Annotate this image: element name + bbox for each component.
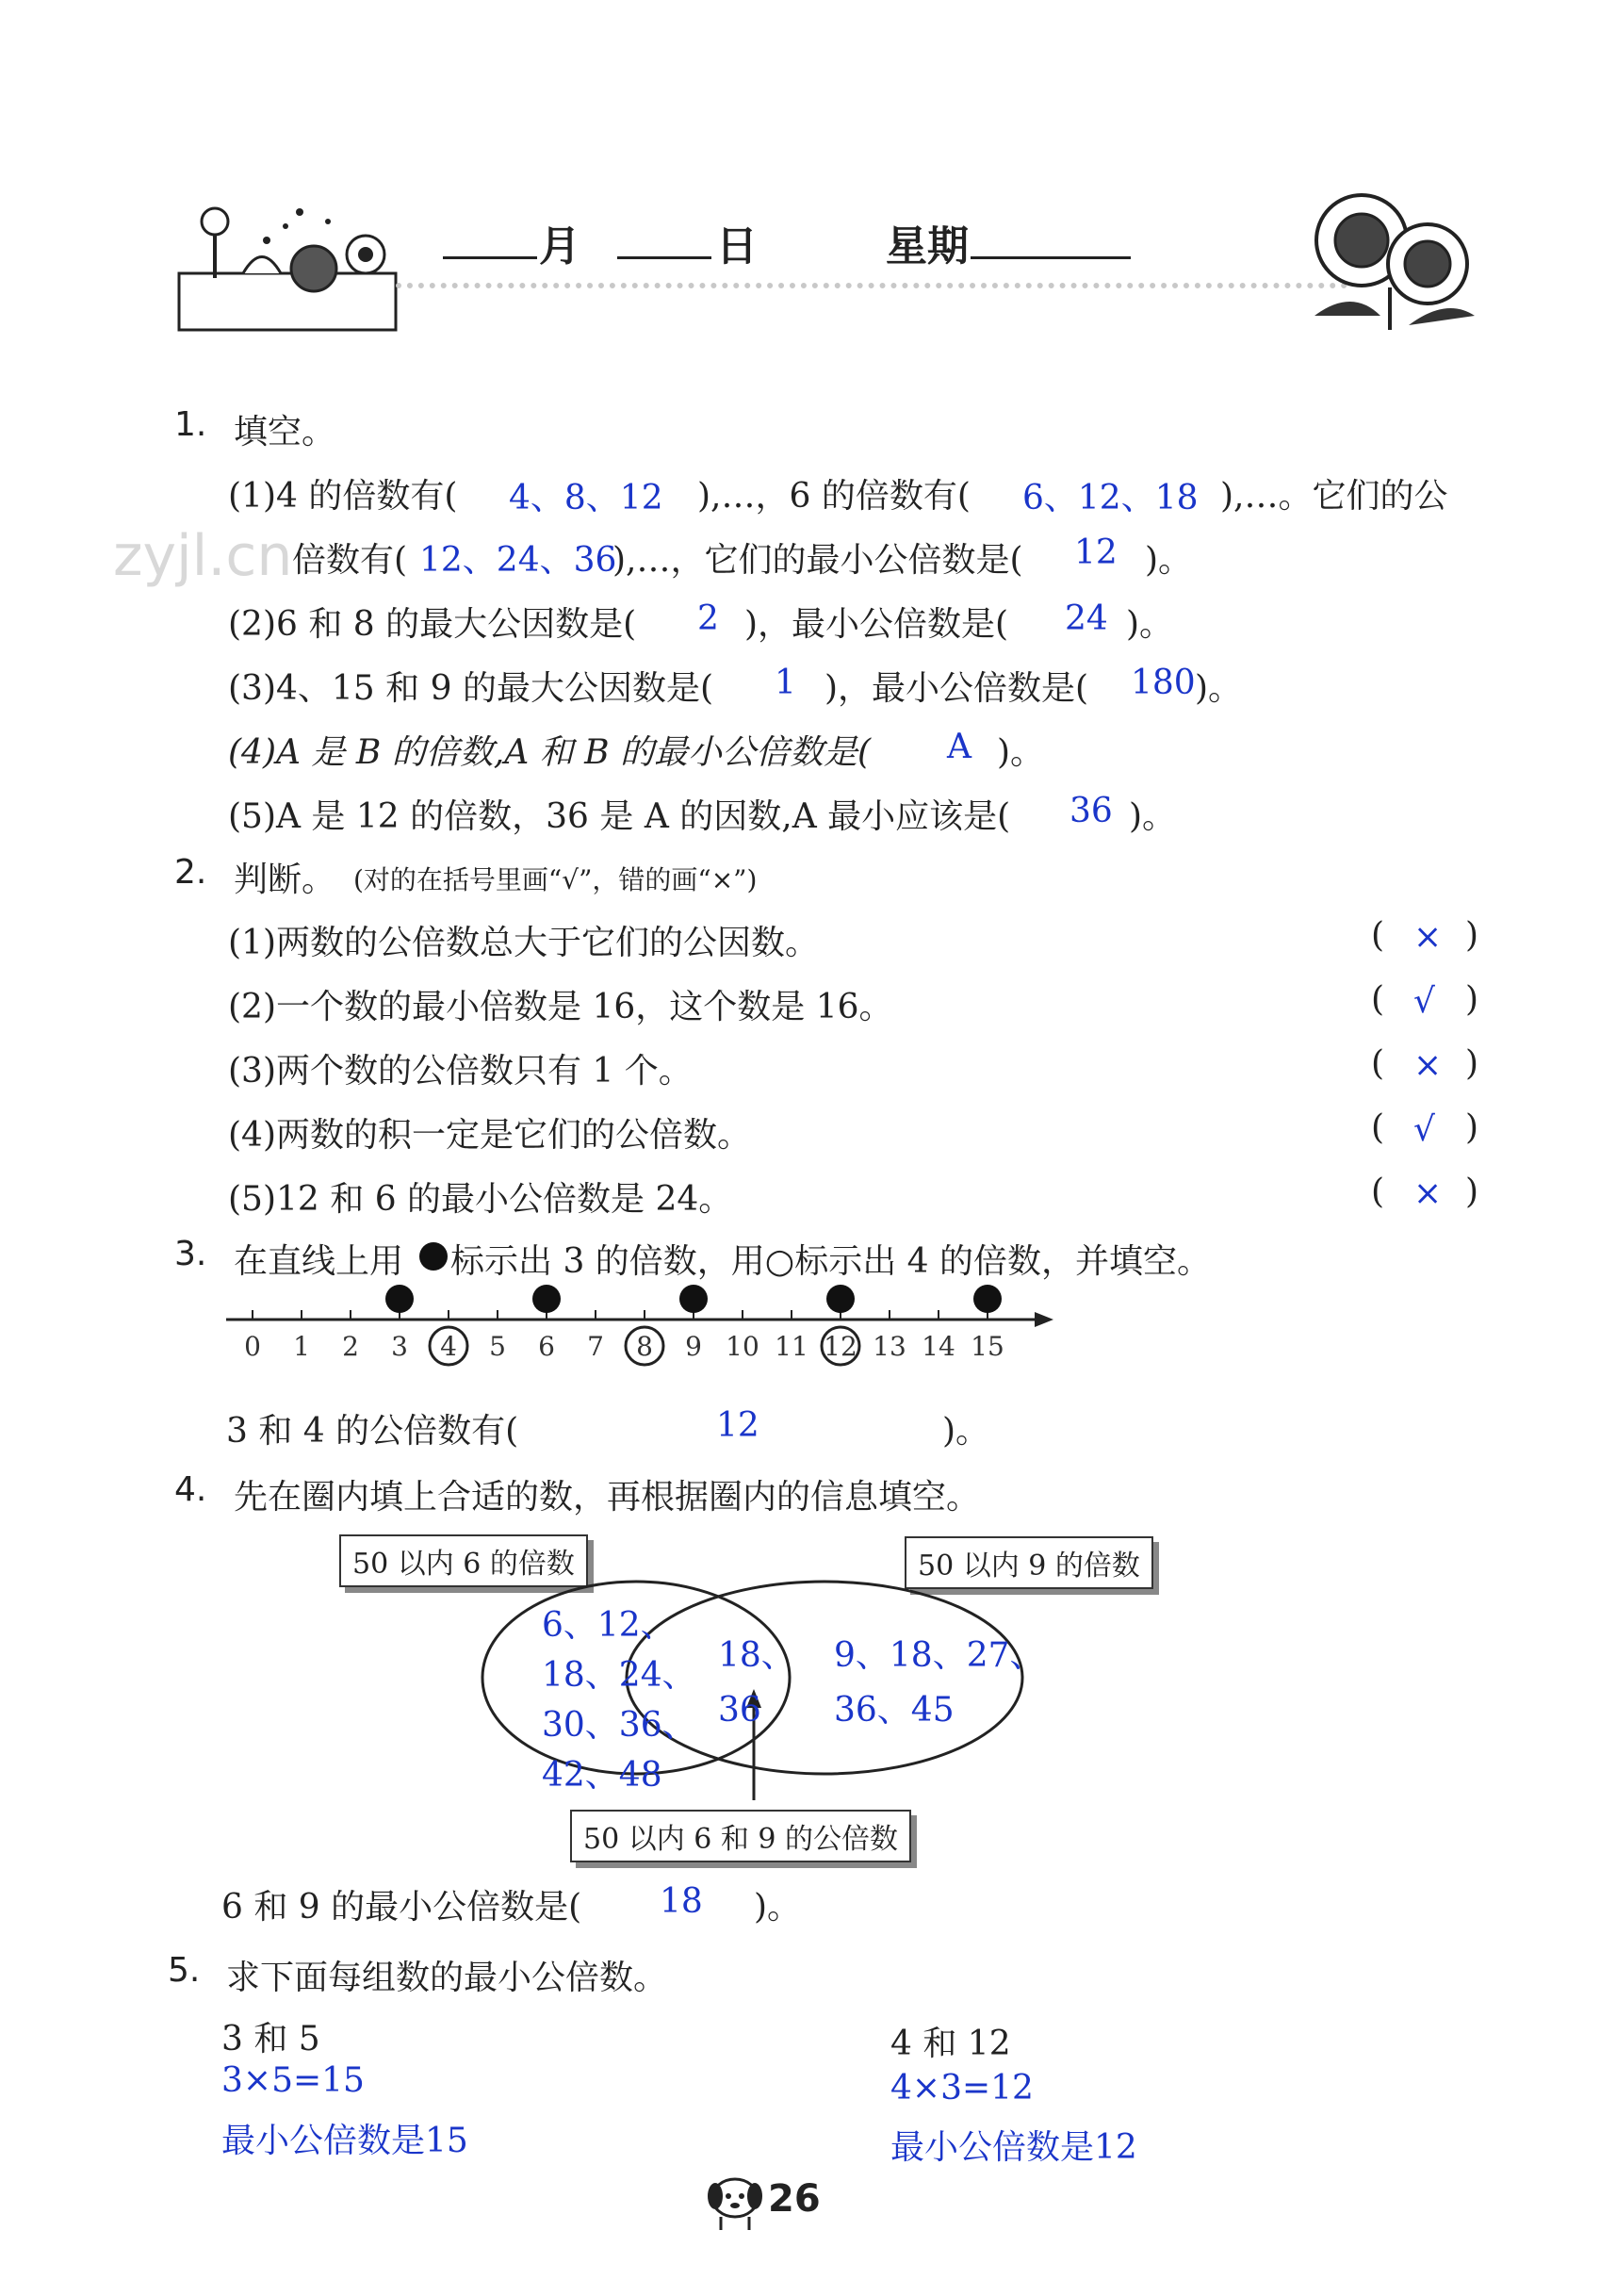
q2-item-5-paren-close: ): [1465, 1173, 1479, 1211]
venn-middle-line: 36: [718, 1691, 761, 1730]
q3-fill-text-a: 3 和 4 的公倍数有(: [226, 1412, 519, 1451]
tick-label: 3: [391, 1331, 408, 1362]
venn-middle-values: [718, 1629, 795, 1738]
q1-p4-text-a: (4)A 是 B 的倍数,A 和 B 的最小公倍数是(: [228, 733, 872, 772]
q1-p5-answer: 36: [1069, 792, 1113, 830]
q5-right-label: 4 和 12: [890, 2025, 1011, 2063]
tick-label: 7: [587, 1331, 604, 1362]
q2-item-2-text: (2)一个数的最小倍数是 16，这个数是 16。: [228, 988, 893, 1026]
q1-p1-text-a: (1)4 的倍数有(: [228, 477, 458, 516]
q1-p3-text-b: )，最小公倍数是(: [824, 669, 1089, 708]
q2-item-4-paren-close: ): [1465, 1108, 1479, 1147]
venn-label-bottom: 50 以内 6 和 9 的公倍数: [570, 1810, 911, 1862]
q1-p2-answer-b: 24: [1065, 599, 1108, 638]
q2-item-1-paren-close: ): [1465, 916, 1479, 955]
q2-item-3-answer: ×: [1413, 1046, 1443, 1085]
q5-number: 5.: [168, 1951, 201, 1990]
venn-middle-line: 18、: [718, 1636, 795, 1675]
tick-label: 5: [489, 1331, 506, 1362]
q1-p2-text-c: )。: [1126, 605, 1174, 644]
tick-label: 12: [824, 1331, 857, 1362]
q4-fill-text-b: )。: [754, 1888, 802, 1927]
q2-item-4-paren-open: (: [1371, 1108, 1385, 1147]
q4-number: 4.: [174, 1470, 207, 1509]
tick-label: 4: [440, 1331, 457, 1362]
q1-p1-text-f: )。: [1145, 541, 1193, 580]
header-left-flower-illustration: [177, 184, 403, 338]
footer-puppy-icon: [702, 2168, 768, 2238]
month-label: 月: [539, 222, 580, 271]
q2-title: 判断。: [234, 861, 336, 899]
tick-label: 13: [873, 1331, 906, 1362]
q3-title-b: 标示出 3 的倍数，用○标示出 4 的倍数，并填空。: [450, 1242, 1211, 1281]
q5-title: 求下面每组数的最小公倍数。: [226, 1959, 668, 1997]
q3-fill-answer: 12: [716, 1406, 759, 1445]
day-blank-line: [617, 256, 711, 259]
month-blank-line: [443, 256, 537, 259]
venn-right-values: [834, 1629, 1044, 1738]
q2-item-3-text: (3)两个数的公倍数只有 1 个。: [228, 1052, 693, 1091]
tick-label: 11: [775, 1331, 808, 1362]
q5-right-line2: 最小公倍数是12: [890, 2128, 1137, 2167]
q4-title: 先在圈内填上合适的数，再根据圈内的信息填空。: [234, 1478, 981, 1517]
weekday-blank-line: [971, 256, 1131, 259]
q2-item-5-text: (5)12 和 6 的最小公倍数是 24。: [228, 1180, 733, 1219]
tick-label: 1: [293, 1331, 310, 1362]
watermark-text: zyjl.cn: [113, 523, 293, 589]
venn-label-left: 50 以内 6 的倍数: [339, 1534, 588, 1587]
filled-dot-marker: [532, 1285, 561, 1313]
q4-fill-answer: 18: [660, 1882, 703, 1921]
q5-right-line1: 4×3=12: [890, 2069, 1034, 2107]
tick-label: 2: [342, 1331, 359, 1362]
q2-item-3-paren-open: (: [1371, 1044, 1385, 1083]
q1-p3-answer-b: 180: [1131, 664, 1196, 702]
q1-p1-text-b: ),…，6 的倍数有(: [697, 477, 971, 516]
tick-label: 10: [726, 1331, 759, 1362]
tick-label: 6: [538, 1331, 555, 1362]
q2-item-1-text: (1)两数的公倍数总大于它们的公因数。: [228, 924, 819, 962]
q2-item-1-answer: ×: [1413, 918, 1443, 957]
tick-label: 8: [636, 1331, 653, 1362]
q1-p4-text-b: )。: [997, 733, 1045, 772]
q2-item-2-paren-open: (: [1371, 980, 1385, 1019]
q2-item-4-text: (4)两数的积一定是它们的公倍数。: [228, 1116, 751, 1155]
filled-dot-marker: [385, 1285, 414, 1313]
q2-item-3-paren-close: ): [1465, 1044, 1479, 1083]
q5-left-line2: 最小公倍数是15: [221, 2122, 468, 2160]
q2-note: (对的在括号里画“√”，错的画“×”): [353, 864, 758, 895]
number-line: [217, 1263, 1065, 1376]
q1-p3-text-a: (3)4、15 和 9 的最大公因数是(: [228, 669, 713, 708]
weekday-label: 星期: [886, 222, 969, 271]
q1-p2-text-a: (2)6 和 8 的最大公因数是(: [228, 605, 637, 644]
q1-p5-text-a: (5)A 是 12 的倍数，36 是 A 的因数,A 最小应该是(: [228, 797, 1011, 836]
q1-p5-text-b: )。: [1129, 797, 1177, 836]
q2-item-1-paren-open: (: [1371, 916, 1385, 955]
venn-left-line: 18、24、: [542, 1656, 696, 1695]
q2-item-2-answer: √: [1413, 982, 1435, 1021]
q1-p2-text-b: )，最小公倍数是(: [744, 605, 1009, 644]
q4-fill-text-a: 6 和 9 的最小公倍数是(: [221, 1888, 582, 1927]
q5-left-label: 3 和 5: [221, 2020, 320, 2058]
venn-right-line: 36、45: [834, 1691, 955, 1730]
q3-title-a: 在直线上用: [234, 1242, 404, 1281]
q1-p2-answer-a: 2: [697, 599, 719, 638]
q1-p1-text-c: ),…。它们的公: [1220, 477, 1448, 516]
q1-p1-answer-a: 4、8、12: [509, 479, 663, 517]
q1-title: 填空。: [234, 413, 336, 451]
page-number: 26: [768, 2177, 821, 2221]
header-right-sunflower-illustration: [1296, 174, 1484, 338]
q1-p1-answer-e: 12: [1074, 533, 1118, 572]
q1-p3-text-c: )。: [1195, 669, 1243, 708]
venn-label-right: 50 以内 9 的倍数: [905, 1536, 1153, 1589]
venn-left-line: 6、12、: [542, 1606, 675, 1645]
tick-label: 14: [922, 1331, 955, 1362]
tick-label: 9: [685, 1331, 702, 1362]
q1-p1-answer-b: 6、12、18: [1022, 479, 1199, 517]
q1-p1-answer-d: 12、24、36: [419, 541, 617, 580]
q1-p1-text-d: 倍数有(: [292, 541, 408, 580]
filled-dot-marker: [973, 1285, 1002, 1313]
q3-number: 3.: [174, 1235, 207, 1273]
venn-left-values: [542, 1600, 696, 1800]
tick-label: 15: [971, 1331, 1004, 1362]
q2-item-5-answer: ×: [1413, 1174, 1443, 1213]
tick-label: 0: [244, 1331, 261, 1362]
q1-p3-answer-a: 1: [775, 664, 796, 702]
venn-left-line: 30、36、: [542, 1706, 696, 1745]
filled-dot-marker: [826, 1285, 855, 1313]
q1-p1-text-e: ),…，它们的最小公倍数是(: [612, 541, 1023, 580]
venn-right-line: 9、18、27、: [834, 1636, 1044, 1675]
q2-item-5-paren-open: (: [1371, 1173, 1385, 1211]
number-line-arrowhead: [1035, 1312, 1053, 1327]
header-dotted-divider: [396, 283, 1347, 288]
q2-item-2-paren-close: ): [1465, 980, 1479, 1019]
q3-fill-text-b: )。: [942, 1412, 990, 1451]
q5-left-line1: 3×5=15: [221, 2061, 365, 2100]
day-label: 日: [716, 222, 758, 271]
q1-p4-answer: A: [947, 728, 971, 766]
q2-number: 2.: [174, 853, 207, 892]
venn-left-line: 42、48: [542, 1756, 662, 1795]
filled-dot-marker: [679, 1285, 708, 1313]
q2-item-4-answer: √: [1413, 1110, 1435, 1149]
q1-number: 1.: [174, 405, 207, 444]
